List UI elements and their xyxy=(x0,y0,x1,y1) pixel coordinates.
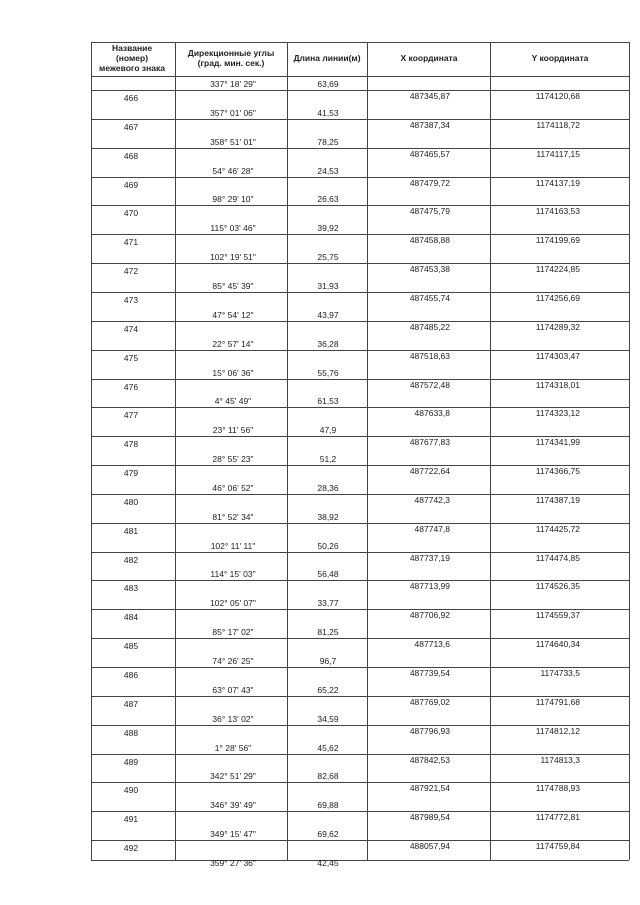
line-length: 24,53 xyxy=(317,166,339,176)
line-length: 96,7 xyxy=(319,656,337,666)
x-coordinate: 487572,48 xyxy=(409,380,450,390)
x-coordinate: 487518,63 xyxy=(409,351,450,361)
x-coordinate: 487742,3 xyxy=(414,495,450,505)
header-y: Y координата xyxy=(531,53,589,64)
segment-row-divider xyxy=(175,148,367,149)
segment-row-divider xyxy=(175,782,367,783)
line-length: 25,75 xyxy=(317,252,339,262)
point-row-divider xyxy=(91,725,175,726)
direction-angle: 63° 07' 43" xyxy=(212,685,254,695)
boundary-mark-number: 468 xyxy=(123,151,139,161)
boundary-mark-number: 482 xyxy=(123,555,139,565)
point-row-divider xyxy=(91,407,175,408)
segment-row-divider xyxy=(175,811,367,812)
boundary-mark-number: 490 xyxy=(123,785,139,795)
point-row-divider xyxy=(91,609,175,610)
x-coordinate: 487796,93 xyxy=(409,726,450,736)
line-length: 42,45 xyxy=(317,858,339,868)
y-coordinate: 1174474,85 xyxy=(535,553,580,563)
direction-angle: 357° 01' 06" xyxy=(210,108,256,118)
y-coordinate: 1174199,69 xyxy=(535,235,580,245)
x-coordinate: 487479,72 xyxy=(409,178,450,188)
line-length: 34,59 xyxy=(317,714,339,724)
direction-angle: 28° 55' 23" xyxy=(212,454,254,464)
boundary-mark-number: 487 xyxy=(123,699,139,709)
direction-angle: 85° 17' 02" xyxy=(212,627,254,637)
boundary-mark-number: 483 xyxy=(123,583,139,593)
direction-angle: 342° 51' 29" xyxy=(210,771,256,781)
table-top-border xyxy=(91,42,629,43)
segment-row-divider xyxy=(175,119,367,120)
y-coordinate: 1174137,19 xyxy=(535,178,580,188)
segment-row-divider xyxy=(175,552,367,553)
direction-angle: 47° 54' 12" xyxy=(212,310,254,320)
boundary-mark-number: 481 xyxy=(123,526,139,536)
line-length: 39,92 xyxy=(317,223,339,233)
x-coordinate: 487485,22 xyxy=(409,322,450,332)
x-coordinate: 487706,92 xyxy=(409,610,450,620)
point-row-divider xyxy=(91,552,175,553)
direction-angle: 1° 28' 56" xyxy=(214,743,252,753)
boundary-mark-number: 489 xyxy=(123,757,139,767)
line-length: 82,68 xyxy=(317,771,339,781)
segment-row-divider xyxy=(175,523,367,524)
line-length: 43,97 xyxy=(317,310,339,320)
header-divider xyxy=(91,76,629,77)
boundary-mark-number: 470 xyxy=(123,208,139,218)
header-mark: Название (номер) межевого знака xyxy=(99,43,165,73)
x-coordinate: 487737,19 xyxy=(409,553,450,563)
y-coordinate: 1174788,93 xyxy=(535,783,580,793)
direction-angle: 15° 06' 36" xyxy=(212,368,254,378)
point-row-divider xyxy=(91,465,175,466)
direction-angle: 46° 06' 52" xyxy=(212,483,254,493)
segment-row-divider xyxy=(175,321,367,322)
boundary-mark-number: 469 xyxy=(123,180,139,190)
y-coordinate: 1174163,53 xyxy=(535,206,580,216)
line-length: 33,77 xyxy=(317,598,339,608)
column-divider xyxy=(287,42,288,860)
y-coordinate: 1174791,68 xyxy=(535,697,580,707)
point-row-divider xyxy=(91,350,175,351)
line-length: 63,69 xyxy=(317,79,339,89)
x-coordinate: 487747,8 xyxy=(414,524,450,534)
y-coordinate: 1174813,3 xyxy=(540,755,580,765)
y-coordinate: 1174341,99 xyxy=(535,437,580,447)
segment-row-divider xyxy=(175,263,367,264)
x-coordinate: 487455,74 xyxy=(409,293,450,303)
direction-angle: 115° 03' 46" xyxy=(210,223,256,233)
table-bottom-border xyxy=(91,860,629,861)
x-coordinate: 487921,54 xyxy=(409,783,450,793)
segment-row-divider xyxy=(175,609,367,610)
direction-angle: 36° 13' 02" xyxy=(212,714,254,724)
point-row-divider xyxy=(91,782,175,783)
boundary-mark-number: 486 xyxy=(123,670,139,680)
segment-row-divider xyxy=(175,407,367,408)
segment-row-divider xyxy=(175,436,367,437)
segment-row-divider xyxy=(175,234,367,235)
y-coordinate: 1174772,81 xyxy=(535,812,580,822)
boundary-mark-number: 466 xyxy=(123,93,139,103)
y-coordinate: 1174323,12 xyxy=(535,408,580,418)
x-coordinate: 487387,34 xyxy=(409,120,450,130)
y-coordinate: 1174425,72 xyxy=(535,524,580,534)
segment-row-divider xyxy=(175,177,367,178)
point-row-divider xyxy=(91,379,175,380)
x-coordinate: 487713,6 xyxy=(414,639,450,649)
direction-angle: 359° 27' 36" xyxy=(210,858,256,868)
direction-angle: 102° 19' 51" xyxy=(210,252,256,262)
point-row-divider xyxy=(91,696,175,697)
boundary-mark-number: 477 xyxy=(123,410,139,420)
segment-row-divider xyxy=(175,350,367,351)
direction-angle: 85° 45' 39" xyxy=(212,281,254,291)
x-coordinate: 487677,83 xyxy=(409,437,450,447)
point-row-divider xyxy=(91,119,175,120)
segment-row-divider xyxy=(175,205,367,206)
direction-angle: 22° 57' 14" xyxy=(212,339,254,349)
segment-row-divider xyxy=(175,494,367,495)
x-coordinate: 487633,8 xyxy=(414,408,450,418)
boundary-mark-number: 488 xyxy=(123,728,139,738)
point-row-divider xyxy=(91,321,175,322)
y-coordinate: 1174118,72 xyxy=(536,120,580,130)
x-coordinate: 487989,54 xyxy=(409,812,450,822)
x-coordinate: 487465,57 xyxy=(409,149,450,159)
line-length: 78,25 xyxy=(317,137,339,147)
y-coordinate: 1174303,47 xyxy=(535,351,580,361)
direction-angle: 346° 39' 49" xyxy=(210,800,256,810)
point-row-divider xyxy=(91,494,175,495)
boundary-mark-number: 474 xyxy=(123,324,139,334)
segment-row-divider xyxy=(175,580,367,581)
line-length: 56,48 xyxy=(317,569,339,579)
y-coordinate: 1174289,32 xyxy=(535,322,580,332)
x-coordinate: 487739,54 xyxy=(409,668,450,678)
boundary-mark-number: 491 xyxy=(123,814,139,824)
boundary-mark-number: 484 xyxy=(123,612,139,622)
boundary-mark-number: 479 xyxy=(123,468,139,478)
x-coordinate: 487713,99 xyxy=(409,581,450,591)
segment-row-divider xyxy=(175,465,367,466)
point-row-divider xyxy=(91,523,175,524)
boundary-mark-number: 480 xyxy=(123,497,139,507)
y-coordinate: 1174387,19 xyxy=(535,495,580,505)
direction-angle: 337° 18' 29" xyxy=(210,79,256,89)
y-coordinate: 1174640,34 xyxy=(535,639,580,649)
y-coordinate: 1174224,85 xyxy=(535,264,580,274)
boundary-mark-number: 475 xyxy=(123,353,139,363)
line-length: 69,88 xyxy=(317,800,339,810)
line-length: 81,25 xyxy=(317,627,339,637)
point-row-divider xyxy=(91,580,175,581)
direction-angle: 98° 29' 10" xyxy=(212,194,254,204)
point-row-divider xyxy=(91,754,175,755)
segment-row-divider xyxy=(175,754,367,755)
segment-row-divider xyxy=(175,379,367,380)
point-row-divider xyxy=(91,263,175,264)
line-length: 38,92 xyxy=(317,512,339,522)
line-length: 47,9 xyxy=(319,425,337,435)
direction-angle: 349° 15' 47" xyxy=(210,829,256,839)
header-angle: Дирекционные углы (град. мин. сек.) xyxy=(187,48,275,68)
point-row-divider xyxy=(91,638,175,639)
column-divider xyxy=(629,42,630,860)
segment-row-divider xyxy=(175,292,367,293)
line-length: 51,2 xyxy=(319,454,337,464)
direction-angle: 74° 26' 25" xyxy=(212,656,254,666)
x-coordinate: 487458,88 xyxy=(409,235,450,245)
segment-row-divider xyxy=(175,667,367,668)
line-length: 41,53 xyxy=(317,108,339,118)
y-coordinate: 1174256,69 xyxy=(535,293,580,303)
point-row-divider xyxy=(91,292,175,293)
boundary-mark-number: 476 xyxy=(123,382,139,392)
segment-row-divider xyxy=(175,638,367,639)
y-coordinate: 1174318,01 xyxy=(535,380,580,390)
x-coordinate: 487345,87 xyxy=(409,91,450,101)
y-coordinate: 1174559,37 xyxy=(535,610,580,620)
direction-angle: 114° 15' 03" xyxy=(210,569,256,579)
column-divider xyxy=(490,42,491,860)
line-length: 36,28 xyxy=(317,339,339,349)
direction-angle: 54° 46' 28" xyxy=(212,166,254,176)
direction-angle: 81° 52' 34" xyxy=(212,512,254,522)
segment-row-divider xyxy=(175,840,367,841)
boundary-mark-number: 471 xyxy=(123,237,139,247)
x-coordinate: 487842,53 xyxy=(409,755,450,765)
point-row-divider xyxy=(91,811,175,812)
line-length: 55,76 xyxy=(317,368,339,378)
x-coordinate: 487453,38 xyxy=(409,264,450,274)
line-length: 65,22 xyxy=(317,685,339,695)
point-row-divider xyxy=(91,177,175,178)
point-row-divider xyxy=(91,148,175,149)
point-row-divider xyxy=(91,90,175,91)
line-length: 26,63 xyxy=(317,194,339,204)
direction-angle: 358° 51' 01" xyxy=(210,137,256,147)
x-coordinate: 487769,02 xyxy=(409,697,450,707)
line-length: 61,53 xyxy=(317,396,339,406)
direction-angle: 23° 11' 56" xyxy=(212,425,254,435)
line-length: 69,62 xyxy=(317,829,339,839)
direction-angle: 4° 45' 49" xyxy=(214,396,252,406)
direction-angle: 102° 11' 11" xyxy=(210,541,256,551)
header-x: X координата xyxy=(400,53,458,64)
y-coordinate: 1174759,84 xyxy=(535,841,580,851)
header-length: Длина линии(м) xyxy=(293,53,361,64)
point-row-divider xyxy=(91,667,175,668)
line-length: 50,26 xyxy=(317,541,339,551)
point-row-divider xyxy=(91,234,175,235)
x-coordinate: 487722,64 xyxy=(409,466,450,476)
y-coordinate: 1174117,15 xyxy=(536,149,580,159)
y-coordinate: 1174733,5 xyxy=(540,668,580,678)
x-coordinate: 488057,94 xyxy=(409,841,450,851)
boundary-mark-number: 473 xyxy=(123,295,139,305)
segment-row-divider xyxy=(175,696,367,697)
segment-row-divider xyxy=(175,90,367,91)
x-coordinate: 487475,79 xyxy=(409,206,450,216)
column-divider xyxy=(175,42,176,860)
y-coordinate: 1174120,68 xyxy=(535,91,580,101)
y-coordinate: 1174366,75 xyxy=(535,466,580,476)
point-row-divider xyxy=(91,436,175,437)
boundary-mark-number: 472 xyxy=(123,266,139,276)
boundary-mark-number: 478 xyxy=(123,439,139,449)
boundary-mark-number: 485 xyxy=(123,641,139,651)
column-divider xyxy=(367,42,368,860)
segment-row-divider xyxy=(175,725,367,726)
boundary-mark-number: 467 xyxy=(123,122,139,132)
point-row-divider xyxy=(91,840,175,841)
line-length: 45,62 xyxy=(317,743,339,753)
y-coordinate: 1174526,35 xyxy=(535,581,580,591)
boundary-mark-number: 492 xyxy=(123,843,139,853)
direction-angle: 102° 05' 07" xyxy=(210,598,256,608)
point-row-divider xyxy=(91,205,175,206)
y-coordinate: 1174812,12 xyxy=(535,726,580,736)
line-length: 31,93 xyxy=(317,281,339,291)
line-length: 28,36 xyxy=(317,483,339,493)
